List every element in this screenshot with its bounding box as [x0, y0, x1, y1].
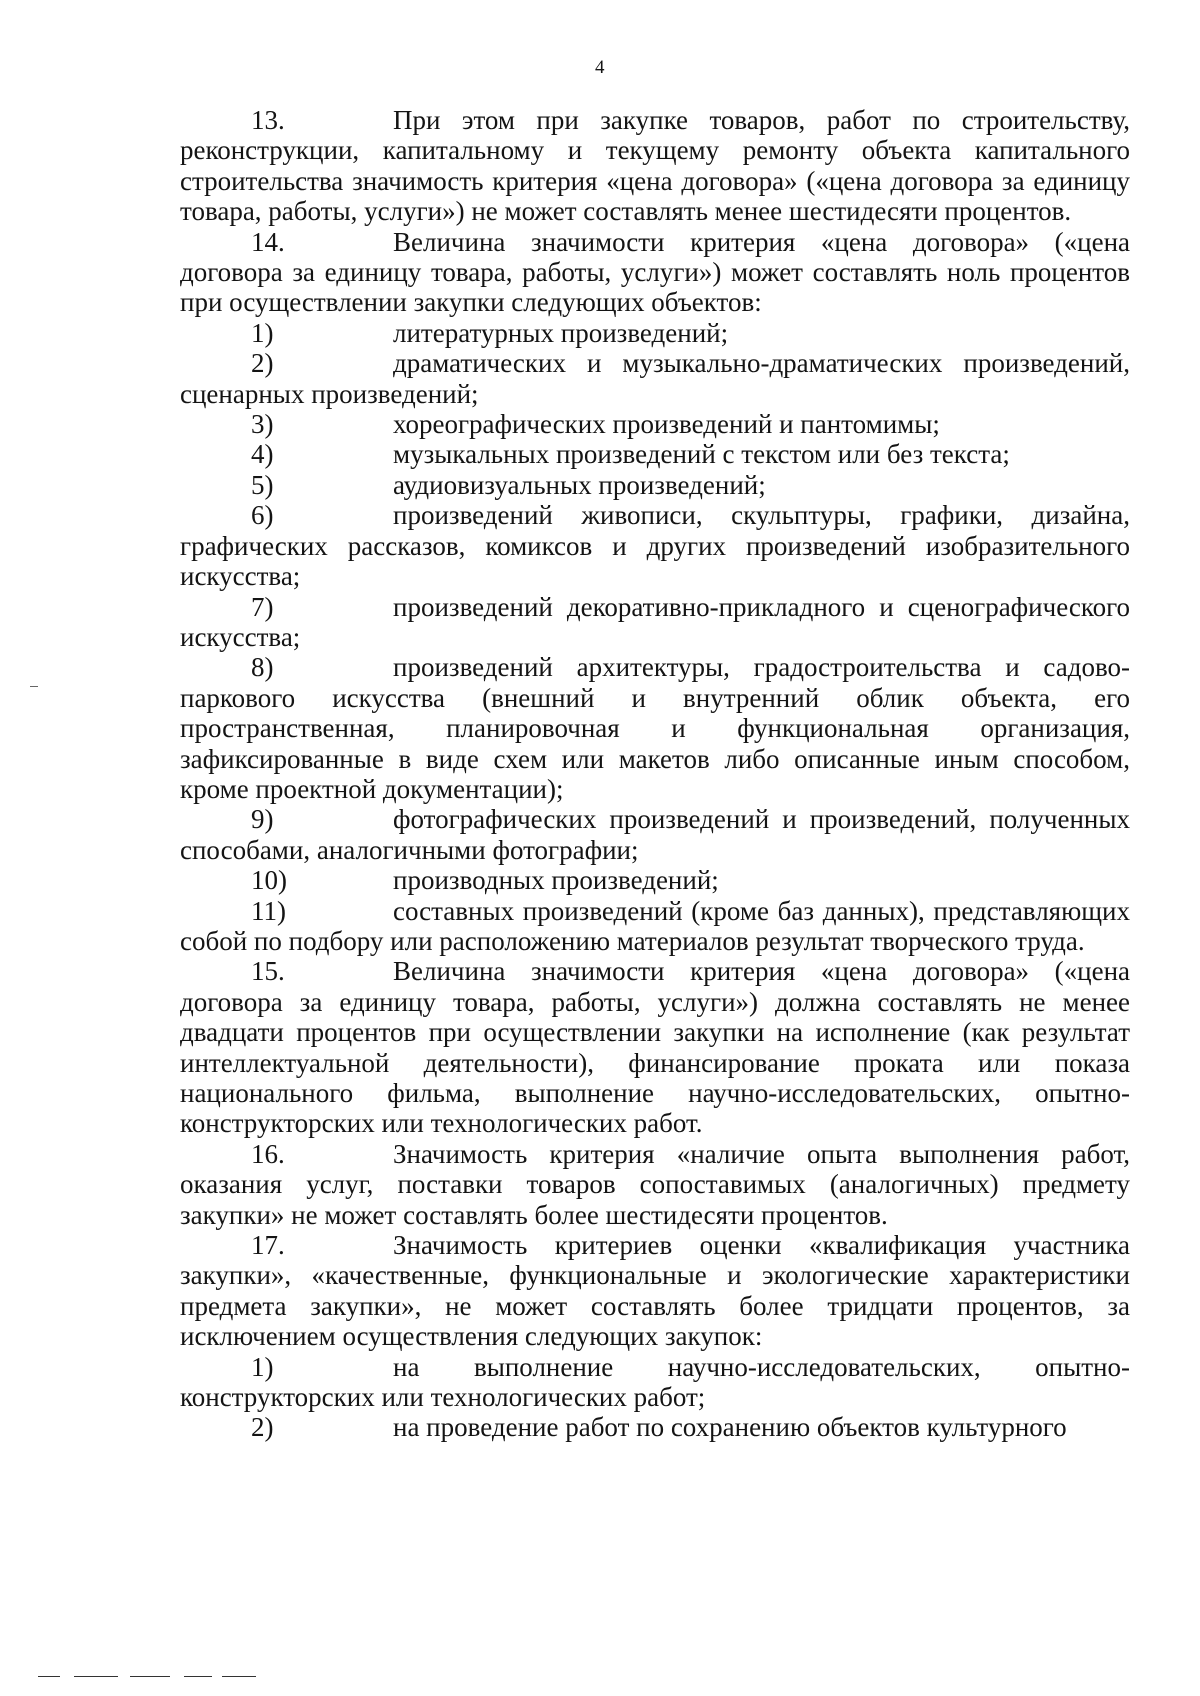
paragraph-13 [180, 105, 1130, 227]
list-item-text: фотографических произведений и произведений, полученных способами, аналогичными фотографии; [180, 804, 1130, 865]
footer-rule [38, 1676, 60, 1677]
paragraph-text: Значимость критериев оценки «квалификация участника закупки», «качественные, функциональные и экологические характеристики предмета закупки», не может составлять более тридцати процентов, за исключением осуществления следующих закупок: [180, 1230, 1130, 1352]
item-number: 8) [251, 652, 274, 683]
list-item-text: производных произведений; [393, 865, 719, 896]
list-item-14-5 [180, 470, 1130, 500]
paragraph-16 [180, 1139, 1130, 1230]
list-item-text: музыкальных произведений с текстом или без текста; [393, 439, 1010, 470]
item-number: 2) [251, 1412, 274, 1443]
list-item-17-1 [180, 1352, 1130, 1413]
item-number: 7) [251, 591, 274, 622]
scan-margin-mark [30, 686, 38, 687]
list-item-text: хореографических произведений и пантомимы; [393, 409, 940, 440]
list-item-14-7 [180, 592, 1130, 653]
item-number: 17. [251, 1230, 285, 1261]
item-number: 6) [251, 500, 274, 531]
list-item-text: произведений декоративно-прикладного и сценографического искусства; [180, 591, 1130, 652]
paragraph-text: При этом при закупке товаров, работ по строительству, реконструкции, капитальному и текущему ремонту объекта капитального строительства значимость критерия «цена договора» («цена договора за единицу товара, работы, услуги») не может составлять менее шестидесяти процентов. [180, 105, 1130, 227]
item-number: 1) [251, 1351, 274, 1382]
item-number: 9) [251, 804, 274, 835]
paragraph-14 [180, 227, 1130, 318]
item-number: 3) [251, 409, 274, 440]
list-item-text: аудиовизуальных произведений; [393, 469, 766, 500]
paragraph-17 [180, 1230, 1130, 1352]
footer-rule [184, 1676, 212, 1677]
item-number: 11) [251, 895, 286, 926]
list-item-14-6 [180, 500, 1130, 591]
list-item-14-9 [180, 804, 1130, 865]
list-item-14-11 [180, 896, 1130, 957]
item-number: 14. [251, 226, 285, 257]
paragraph-text: Величина значимости критерия «цена договора» («цена договора за единицу товара, работы, услуги») может составлять ноль процентов при осуществлении закупки следующих объектов: [180, 226, 1130, 318]
list-item-14-4 [180, 439, 1130, 469]
list-item-14-10 [180, 865, 1130, 895]
item-number: 4) [251, 439, 274, 470]
paragraph-text: Значимость критерия «наличие опыта выполнения работ, оказания услуг, поставки товаров сопоставимых (аналогичных) предмету закупки» не может составлять более шестидесяти процентов. [180, 1138, 1130, 1230]
item-number: 16. [251, 1138, 285, 1169]
list-item-text: на выполнение научно-исследовательских, опытно-конструкторских или технологических работ; [180, 1351, 1130, 1413]
list-item-text: составных произведений (кроме баз данных), представляющих собой по подбору или расположению материалов результат творческого труда. [180, 895, 1130, 956]
footer-scan-rules [38, 1676, 238, 1678]
item-number: 10) [251, 865, 287, 896]
document-body [180, 105, 1130, 1443]
footer-rule [130, 1676, 170, 1677]
list-item-text: на проведение работ по сохранению объектов культурного [393, 1412, 1067, 1443]
list-item-text: произведений архитектуры, градостроительства и садово-паркового искусства (внешний и внутренний облик объекта, его пространственная, планировочная и функциональная организация, зафиксированные в виде схем или макетов либо описанные иным способом, кроме проектной документации); [180, 652, 1130, 804]
list-item-14-8 [180, 652, 1130, 804]
list-item-14-3 [180, 409, 1130, 439]
list-item-text: литературных произведений; [393, 317, 729, 348]
paragraph-15 [180, 956, 1130, 1138]
paragraph-text: Величина значимости критерия «цена договора» («цена договора за единицу товара, работы, услуги») должна составлять не менее двадцати процентов при осуществлении закупки на исполнение (как результат интеллектуальной деятельности), финансирование проката или показа национального фильма, выполнение научно-исследовательских, опытно-конструкторских или технологических работ. [180, 956, 1130, 1139]
item-number: 13. [251, 105, 285, 135]
footer-rule [222, 1676, 256, 1677]
item-number: 2) [251, 348, 274, 379]
item-number: 1) [251, 317, 274, 348]
item-number: 15. [251, 956, 285, 987]
footer-rule [74, 1676, 118, 1677]
list-item-text: произведений живописи, скульптуры, графики, дизайна, графических рассказов, комиксов и других произведений изобразительного искусства; [180, 500, 1130, 592]
item-number: 5) [251, 469, 274, 500]
list-item-17-2 [180, 1412, 1130, 1442]
list-item-14-1 [180, 318, 1130, 348]
list-item-14-2 [180, 348, 1130, 409]
list-item-text: драматических и музыкально-драматических произведений, сценарных произведений; [180, 348, 1130, 409]
page-number: 4 [595, 57, 605, 78]
